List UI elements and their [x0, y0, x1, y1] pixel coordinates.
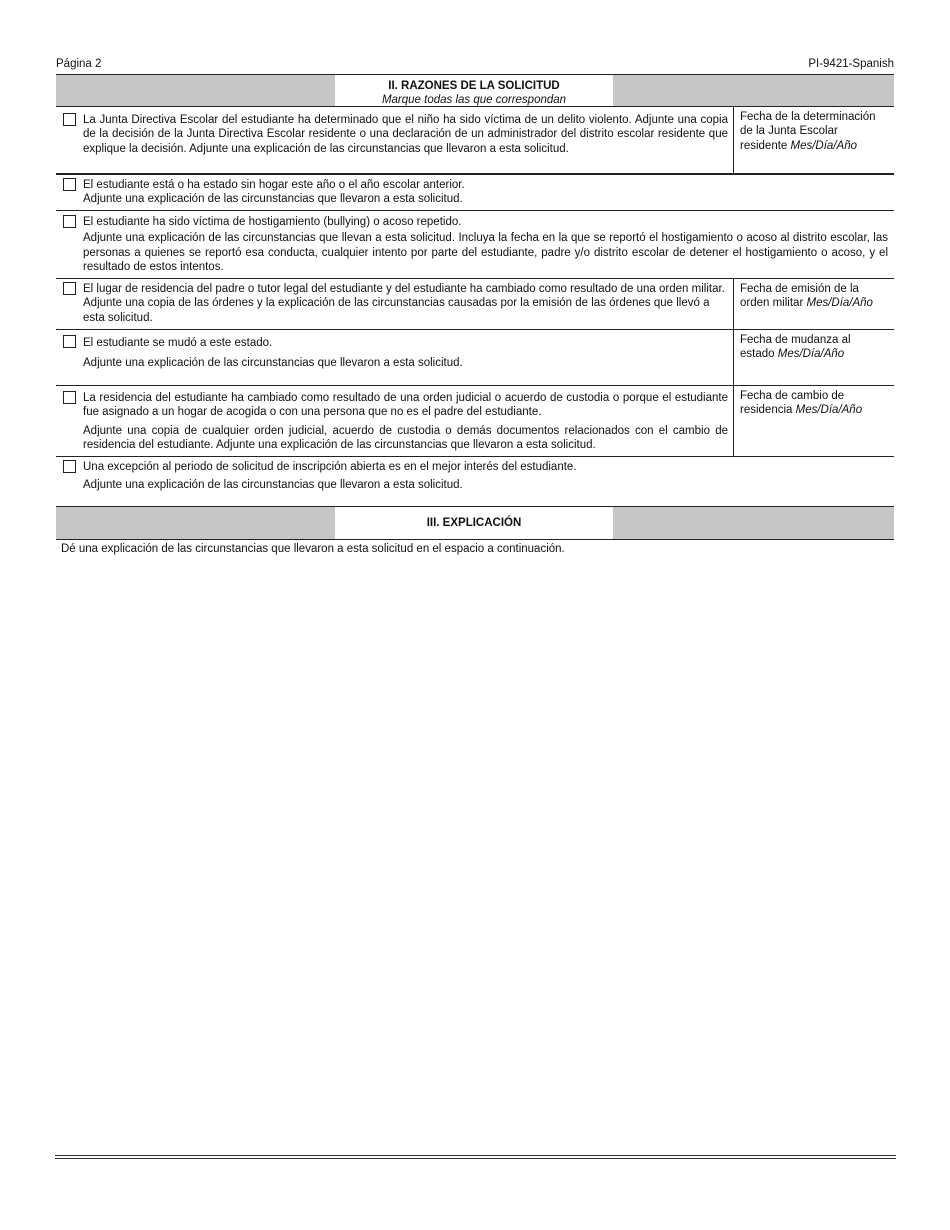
- checkbox-bullying[interactable]: [63, 215, 76, 228]
- section3-instruction: Dé una explicación de las circunstancias que llevaron a esta solicitud en el espacio a continuación.: [61, 543, 565, 555]
- reason-residence-change: [56, 385, 894, 457]
- footer-divider: [55, 1155, 896, 1156]
- page-header: [56, 57, 894, 73]
- date-label: Fecha de mudanza al estado: [740, 334, 851, 361]
- reason-paragraph: La Junta Directiva Escolar del estudiante ha determinado que el niño ha sido víctima de un delito violento. Adjunte una copia de la decisión de la Junta Directiva Escolar residente o una declaración de un administrador del distrito escolar residente que explique la decisión. Adjunte una explicación de las circunstancias que llevaron a esta solicitud.: [83, 114, 728, 155]
- reason-paragraph: Adjunte una explicación de las circunstancias que llevan a esta solicitud. Incluya la fecha en la que se reportó el hostigamiento o acoso al distrito escolar, las personas a quienes se reportó esa conducta, cualquier intento por parte del estudiante, padre y/o distrito escolar de detener el hostigamiento o acoso, y el resultado de estos intentos.: [83, 232, 888, 274]
- page-number: Página 2: [56, 58, 102, 70]
- reason-text: [83, 336, 728, 371]
- checkbox-homeless[interactable]: [63, 178, 76, 191]
- reason-text: [83, 113, 728, 156]
- checkbox-violent-crime[interactable]: [63, 113, 76, 126]
- reason-violent-crime: [56, 106, 894, 174]
- reason-paragraph: Adjunte una explicación de las circunstancias que llevaron a esta solicitud.: [83, 479, 463, 492]
- date-format: Mes/Día/Año: [777, 348, 845, 361]
- reason-text: [83, 391, 728, 453]
- section3-title-box: [335, 507, 613, 539]
- reason-text: [83, 460, 888, 493]
- reason-text: [83, 282, 728, 325]
- checkbox-residence-change[interactable]: [63, 391, 76, 404]
- reason-paragraph: El estudiante se mudó a este estado.: [83, 337, 273, 349]
- date-format: Mes/Día/Año: [790, 139, 857, 152]
- date-field-military-order[interactable]: [733, 279, 894, 330]
- section2-header: [56, 74, 894, 106]
- checkbox-moved-state[interactable]: [63, 335, 76, 348]
- footer-divider: [55, 1158, 896, 1159]
- section2-title: II. RAZONES DE LA SOLICITUD: [388, 80, 560, 92]
- reason-paragraph: La residencia del estudiante ha cambiado como resultado de una orden judicial o acuerdo de custodia o porque el estudiante fue asignado a un hogar de acogida o con una persona que no es el padre del estudiante.: [83, 392, 728, 419]
- reason-moved-state: [56, 329, 894, 386]
- explanation-textarea[interactable]: [56, 560, 894, 1145]
- section2-subtitle: Marque todas las que correspondan: [381, 94, 567, 107]
- reason-best-interest: [56, 456, 894, 507]
- reason-paragraph: Una excepción al periodo de solicitud de inscripción abierta es en el mejor interés del estudiante.: [83, 461, 577, 473]
- reason-bullying: [56, 210, 894, 279]
- date-format: Mes/Día/Año: [795, 404, 863, 417]
- date-field-board-determination[interactable]: [733, 107, 894, 174]
- reason-paragraph: El estudiante ha sido víctima de hostigamiento (bullying) o acoso repetido.: [83, 216, 462, 228]
- checkbox-best-interest[interactable]: [63, 460, 76, 473]
- reason-paragraph: El estudiante está o ha estado sin hogar este año o el año escolar anterior.: [83, 179, 465, 191]
- date-label: Fecha de emisión de la orden militar: [740, 283, 859, 310]
- reason-homeless: [56, 173, 894, 211]
- reason-paragraph: Adjunte una explicación de las circunstancias que llevaron a esta solicitud.: [83, 193, 463, 206]
- date-field-move-state[interactable]: [733, 330, 894, 386]
- form-id: PI-9421-Spanish: [808, 58, 894, 70]
- reason-text: [83, 178, 888, 207]
- reason-military-order: [56, 278, 894, 330]
- section3-header: [56, 506, 894, 540]
- reason-paragraph: Adjunte una copia de cualquier orden judicial, acuerdo de custodia o demás documentos relacionados con el cambio de residencia del estudiante. Adjunte una explicación de las circunstancias que llevaron a esta solicitud.: [83, 424, 728, 452]
- section3-title: III. EXPLICACIÓN: [426, 517, 522, 529]
- checkbox-military-order[interactable]: [63, 282, 76, 295]
- date-label: Fecha de cambio de residencia: [740, 390, 845, 417]
- reason-paragraph: El lugar de residencia del padre o tutor legal del estudiante y del estudiante ha cambiado como resultado de una orden militar. Adjunte una copia de las órdenes y la explicación de las circunstancias causadas por la emisión de las órdenes que llevó a esta solicitud.: [83, 283, 725, 324]
- date-field-residence-change[interactable]: [733, 386, 894, 457]
- section2-title-box: [335, 75, 613, 106]
- reason-text: [83, 215, 888, 275]
- date-label: Fecha de la determinación de la Junta Escolar residente: [740, 111, 876, 152]
- reason-paragraph: Adjunte una explicación de las circunstancias que llevaron a esta solicitud.: [83, 357, 463, 370]
- date-format: Mes/Día/Año: [806, 297, 873, 310]
